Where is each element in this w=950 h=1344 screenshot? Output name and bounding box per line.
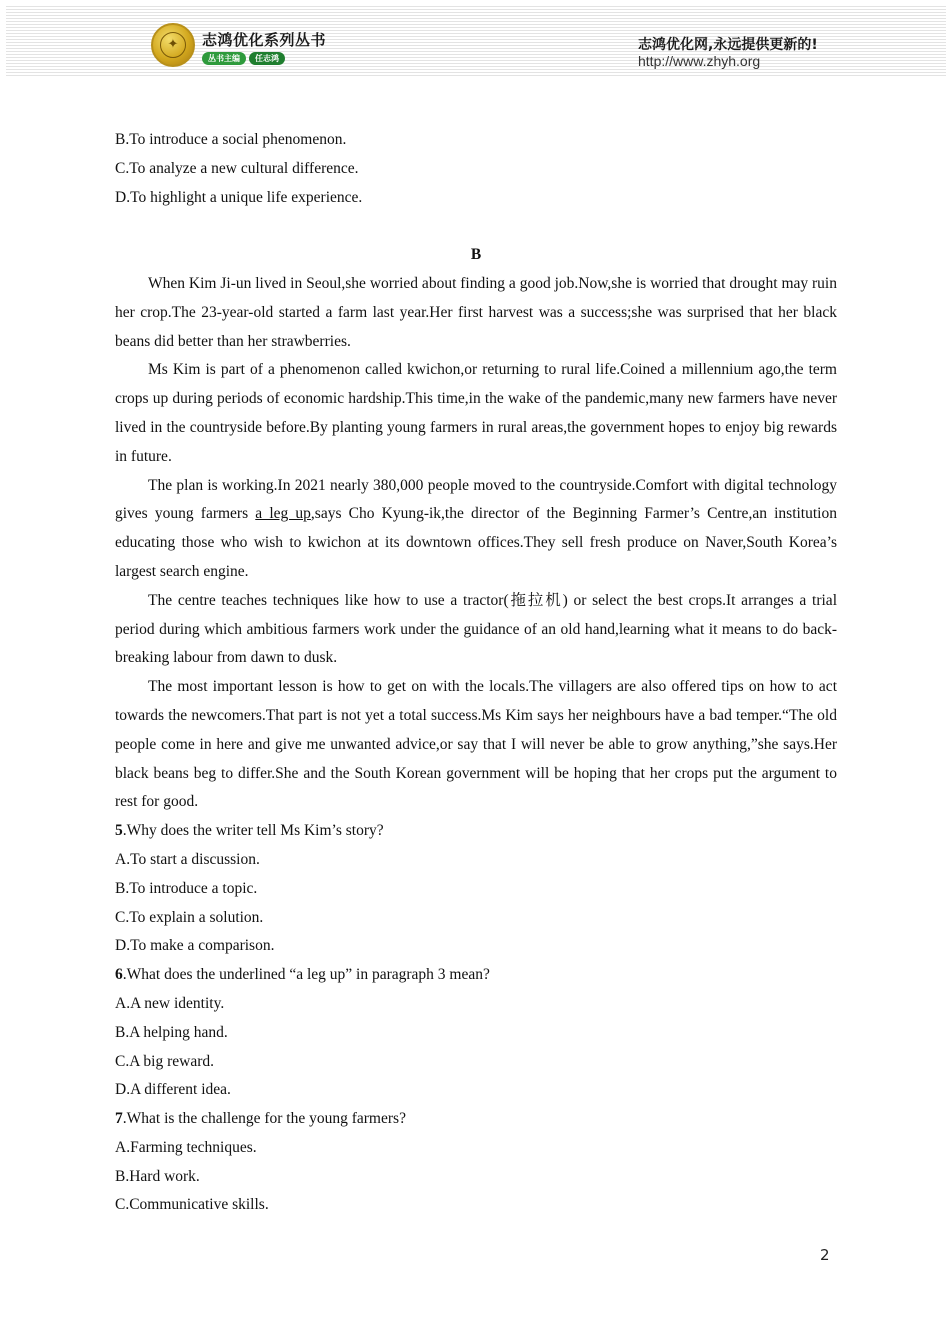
brand-sub-name: 任志鸿 [249, 52, 285, 65]
paragraph-4: The centre teaches techniques like how to use a tractor(拖拉机) or select the best crops.It arranges a trial period during which ambitious farmers work under the guidance of an old hand,learning what it means to do back-breaking labour from dawn to dusk. [115, 591, 837, 667]
answer-option: C.A big reward. [115, 1052, 215, 1070]
paragraph-5: The most important lesson is how to get on with the locals.The villagers are also offered tips on how to act towards the newcomers.That part is not yet a total success.Ms Kim says her neighbours have a bad temper.“The old people come in here and give me unwanted advice,or say that I will never be able to grow anything,”she says.Her black beans beg to differ.She and the South Korean government will be hoping that her crops put the argument to rest for good. [115, 678, 837, 811]
answer-option: A.To start a discussion. [115, 850, 260, 868]
question-number: 7 [115, 1110, 123, 1128]
site-tagline: 志鸿优化网,永远提供更新的! [638, 37, 818, 53]
prev-option: D.To highlight a unique life experience. [115, 188, 363, 206]
question-number: 6 [115, 966, 123, 984]
question-7 [115, 1105, 837, 1134]
question-5 [115, 817, 837, 846]
seal-logo-icon [151, 23, 195, 67]
brand-subtitle [202, 51, 285, 65]
spacer [115, 212, 837, 241]
seal-logo-inner: ✦ [160, 32, 186, 58]
question-text: .What is the challenge for the young farmers? [122, 1110, 406, 1128]
brand-title: 志鸿优化系列丛书 [202, 31, 327, 49]
site-url-link[interactable]: http://www.zhyh.org [638, 53, 761, 69]
answer-option: B.A helping hand. [115, 1023, 228, 1041]
question-number: 5 [115, 822, 123, 840]
answer-option: D.To make a comparison. [115, 937, 275, 955]
underlined-phrase: a leg up [255, 505, 311, 523]
answer-option: A.A new identity. [115, 994, 225, 1012]
paragraph-3-part-1: The plan is working.In 2021 nearly 380,000 people moved to the countryside.Comfort with digital technology gives young farmers [115, 476, 837, 523]
answer-option: D.A different idea. [115, 1081, 231, 1099]
paragraph-2: Ms Kim is part of a phenomenon called kwichon,or returning to rural life.Coined a millennium ago,the term crops up during periods of economic hardship.This time,in the wake of the pandemic,many new farmers have never lived in the countryside before.By planting young farmers in rural areas,the government hopes to enjoy big rewards in future. [115, 361, 837, 465]
paragraph-1: When Kim Ji-un lived in Seoul,she worried about finding a good job.Now,she is worried that drought may ruin her crop.The 23-year-old started a farm last year.Her first harvest was a success;she was surprised that her black beans did better than her strawberries. [115, 274, 837, 350]
section-title: B [470, 246, 482, 264]
brand-sub-label: 丛书主编 [202, 52, 246, 65]
paragraph-3 [115, 472, 837, 587]
page-header [6, 4, 946, 78]
answer-option: B.Hard work. [115, 1167, 200, 1185]
prev-option: B.To introduce a social phenomenon. [115, 131, 347, 148]
answer-option: A.Farming techniques. [115, 1138, 257, 1156]
question-text: .Why does the writer tell Ms Kim’s story? [122, 822, 384, 840]
answer-option: B.To introduce a topic. [115, 879, 258, 897]
question-6 [115, 961, 837, 990]
document-body [115, 126, 837, 1220]
answer-option: C.To explain a solution. [115, 908, 264, 926]
page-number: 2 [820, 1246, 830, 1264]
answer-option: C.Communicative skills. [115, 1196, 269, 1214]
prev-option: C.To analyze a new cultural difference. [115, 159, 359, 177]
question-text: .What does the underlined “a leg up” in paragraph 3 mean? [122, 966, 490, 984]
paragraph-3-part-2: ,says Cho Kyung-ik,the director of the Beginning Farmer’s Centre,an institution educating those who wish to kwichon at its downtown offices.They sell fresh produce on Naver,South Korea’s largest search engine. [115, 505, 837, 580]
